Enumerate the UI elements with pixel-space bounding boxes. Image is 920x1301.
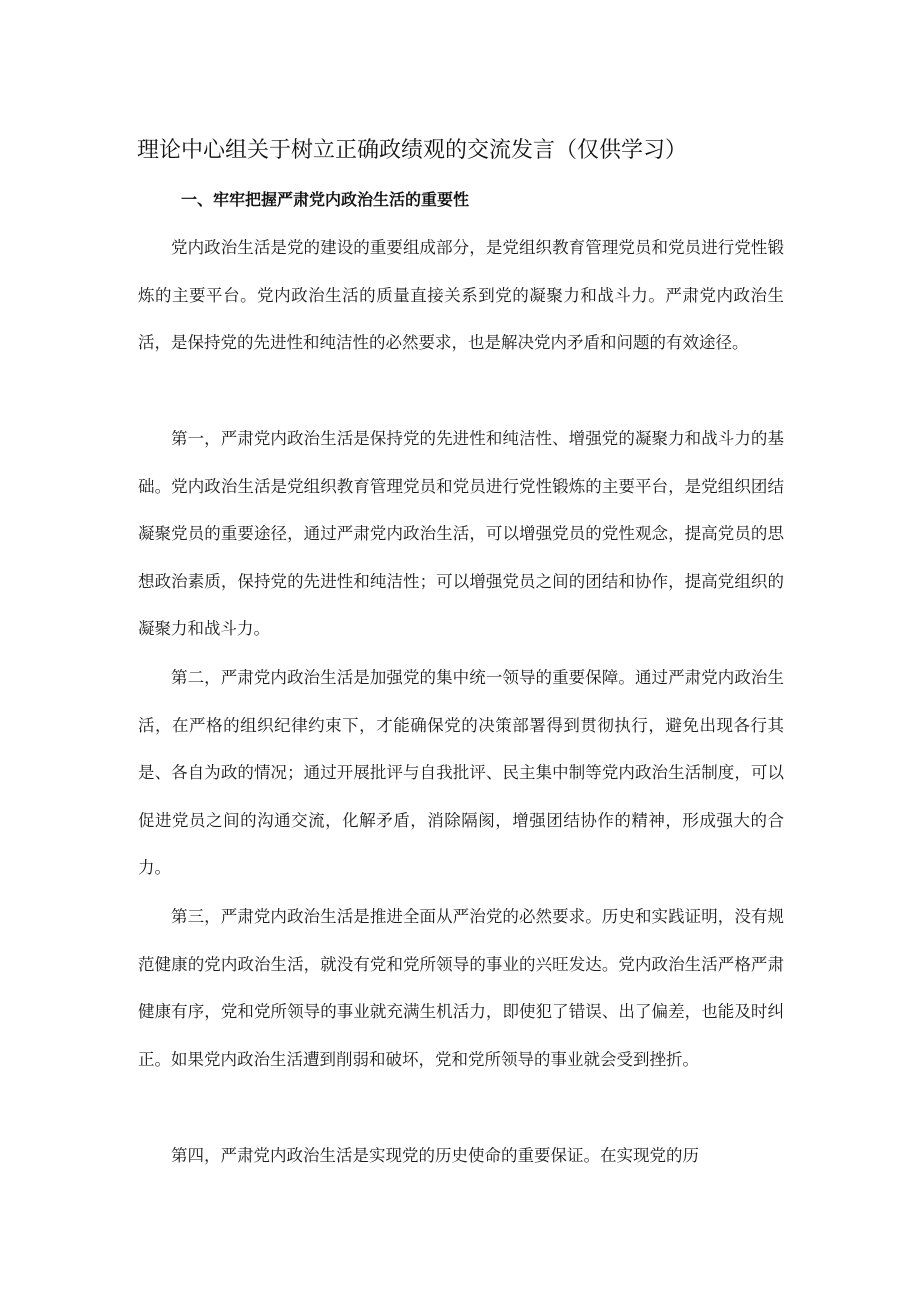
paragraph-4: 第三，严肃党内政治生活是推进全面从严治党的必然要求。历史和实践证明，没有规范健康的党内政治生活，就没有党和党所领导的事业的兴旺发达。党内政治生活严格严肃健康有序，党和党所领导的事业就充满生机活力，即使犯了错误、出了偏差，也能及时纠正。如果党内政治生活遭到削弱和破坏，党和党所领导的事业就会受到挫折。 bbox=[138, 907, 784, 1069]
document-title: 理论中心组关于树立正确政绩观的交流发言（仅供学习） bbox=[137, 138, 688, 163]
section-heading: 一、牢牢把握严肃党内政治生活的重要性 bbox=[181, 190, 470, 209]
paragraph-2: 第一，严肃党内政治生活是保持党的先进性和纯洁性、增强党的凝聚力和战斗力的基础。党内政治生活是党组织教育管理党员和党员进行党性锻炼的主要平台，是党组织团结凝聚党员的重要途径，通过严肃党内政治生活，可以增强党员的党性观念，提高党员的思想政治素质，保持党的先进性和纯洁性；可以增强党员之间的团结和协作，提高党组织的凝聚力和战斗力。 bbox=[138, 429, 784, 638]
paragraph-1: 党内政治生活是党的建设的重要组成部分，是党组织教育管理党员和党员进行党性锻炼的主要平台。党内政治生活的质量直接关系到党的凝聚力和战斗力。严肃党内政治生活，是保持党的先进性和纯洁性的必然要求，也是解决党内矛盾和问题的有效途径。 bbox=[138, 238, 784, 352]
paragraph-3: 第二，严肃党内政治生活是加强党的集中统一领导的重要保障。通过严肃党内政治生活，在严格的组织纪律约束下，才能确保党的决策部署得到贯彻执行，避免出现各行其是、各自为政的情况；通过开展批评与自我批评、民主集中制等党内政治生活制度，可以促进党员之间的沟通交流，化解矛盾，消除隔阂，增强团结协作的精神，形成强大的合力。 bbox=[138, 668, 784, 877]
paragraph-5: 第四，严肃党内政治生活是实现党的历史使命的重要保证。在实现党的历 bbox=[171, 1146, 699, 1165]
